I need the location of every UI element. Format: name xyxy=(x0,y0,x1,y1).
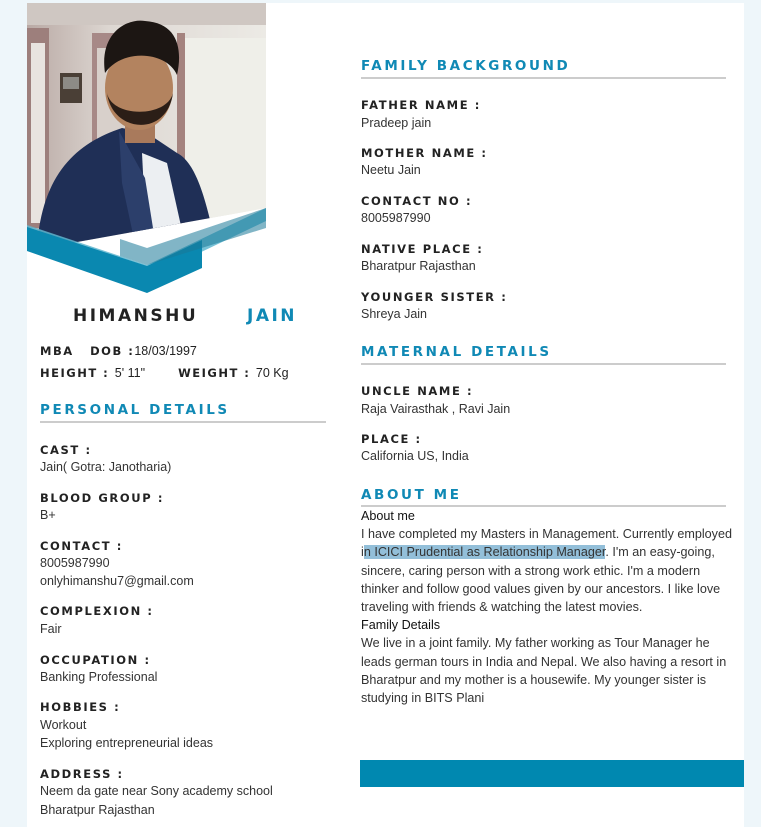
cast-label: CAST : xyxy=(40,443,92,457)
footer-accent-bar xyxy=(360,760,744,787)
height-label: HEIGHT : xyxy=(40,366,110,380)
address-label: ADDRESS : xyxy=(40,767,124,781)
place-label: PLACE : xyxy=(361,432,422,446)
uncle-name-label: UNCLE NAME : xyxy=(361,384,474,398)
height-value: 5' 11" xyxy=(114,366,146,380)
younger-sister-value: Shreya Jain xyxy=(361,307,428,321)
contact-email[interactable]: onlyhimanshu7@gmail.com xyxy=(40,574,194,588)
contact-label: CONTACT : xyxy=(40,539,123,553)
selected-text: n ICICI Prudential as Relationship Manager xyxy=(363,545,606,560)
qualification-dob-row xyxy=(40,344,197,358)
hobby-item: Exploring entrepreneurial ideas xyxy=(40,736,214,750)
family-background-divider xyxy=(361,77,726,79)
mother-name-value: Neetu Jain xyxy=(361,163,421,177)
cast-value: Jain( Gotra: Janotharia) xyxy=(40,460,172,474)
contact-phone: 8005987990 xyxy=(40,556,110,570)
contact-no-value: 8005987990 xyxy=(361,211,431,225)
about-me-heading: ABOUT ME xyxy=(361,487,462,503)
native-place-value: Bharatpur Rajasthan xyxy=(361,259,476,273)
personal-details-heading: PERSONAL DETAILS xyxy=(40,402,230,418)
first-name: HIMANSHU xyxy=(73,306,199,326)
family-details-paragraph: We live in a joint family. My father working as Tour Manager he leads german tours in India and Nepal. We also having a resort in Bharatpur and my mother is a housewife. My younger sister is studying in BITS Plani xyxy=(361,636,727,706)
dob-label: DOB : xyxy=(90,344,135,358)
complexion-value: Fair xyxy=(40,622,62,636)
weight-value: 70 Kg xyxy=(255,366,289,380)
younger-sister-label: YOUNGER SISTER : xyxy=(361,290,508,304)
uncle-name-value: Raja Vairasthak , Ravi Jain xyxy=(361,402,511,416)
weight-label: WEIGHT : xyxy=(178,366,251,380)
family-background-heading: FAMILY BACKGROUND xyxy=(361,58,571,74)
father-name-label: FATHER NAME : xyxy=(361,98,481,112)
hobby-item: Workout xyxy=(40,718,87,732)
blood-group-value: B+ xyxy=(40,508,56,522)
full-name xyxy=(27,306,327,328)
place-value: California US, India xyxy=(361,449,469,463)
address-line-2: Bharatpur Rajasthan xyxy=(40,803,155,817)
blood-group-label: BLOOD GROUP : xyxy=(40,491,165,505)
maternal-details-heading: MATERNAL DETAILS xyxy=(361,344,552,360)
family-details-subheading: Family Details xyxy=(361,618,441,633)
about-me-paragraph xyxy=(361,525,733,616)
last-name: JAIN xyxy=(247,306,298,326)
complexion-label: COMPLEXION : xyxy=(40,604,154,618)
profile-photo xyxy=(27,3,266,293)
occupation-label: OCCUPATION : xyxy=(40,653,151,667)
qualification: MBA xyxy=(40,344,74,358)
personal-details-divider xyxy=(40,421,326,423)
contact-no-label: CONTACT NO : xyxy=(361,194,473,208)
native-place-label: NATIVE PLACE : xyxy=(361,242,484,256)
dob-value: 18/03/1997 xyxy=(134,344,197,358)
hobbies-label: HOBBIES : xyxy=(40,700,121,714)
height-weight-row xyxy=(40,366,289,380)
about-me-content[interactable] xyxy=(361,507,733,707)
mother-name-label: MOTHER NAME : xyxy=(361,146,488,160)
about-text-end: . I'm an easy-going, sincere, caring person with a strong work ethic. I'm a modern thinker and follow good values given by our ancestors. I like love traveling with friends & watching the latest movies. xyxy=(361,545,721,615)
address-line-1: Neem da gate near Sony academy school xyxy=(40,784,273,798)
father-name-value: Pradeep jain xyxy=(361,116,432,130)
maternal-details-divider xyxy=(361,363,726,365)
about-text-start: I have completed my Masters in Management. Currently employed i xyxy=(361,527,732,560)
occupation-value: Banking Professional xyxy=(40,670,158,684)
about-me-subheading: About me xyxy=(361,509,415,523)
